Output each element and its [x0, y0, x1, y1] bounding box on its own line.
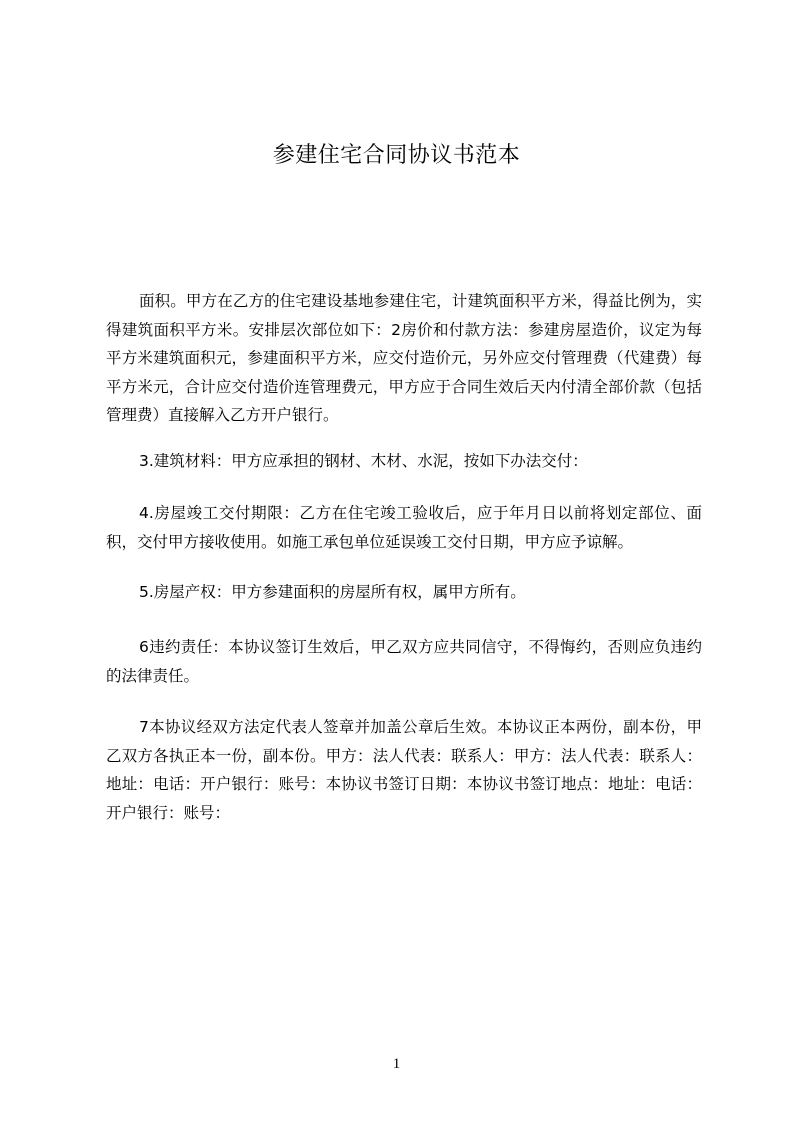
paragraph-effectiveness-and-signatures: 7本协议经双方法定代表人签章并加盖公章后生效。本协议正本两份，副本份，甲乙双方各执正本一份，副本份。甲方：法人代表：联系人：甲方：法人代表：联系人：地址：电话：开户银行：账号：本协议书签订日期：本协议书签订地点：地址：电话：开户银行：账号： — [106, 718, 702, 822]
paragraph-property-rights: 5.房屋产权：甲方参建面积的房屋所有权，属甲方所有。 — [139, 583, 526, 601]
paragraph-area-and-price: 面积。甲方在乙方的住宅建设基地参建住宅，计建筑面积平方米，得益比例为，实得建筑面积平方米。安排层次部位如下：2房价和付款方法：参建房屋造价，议定为每平方米建筑面积元，参建面积平方米，应交付造价元，另外应交付管理费（代建费）每平方米元，合计应交付造价连管理费元，甲方应于合同生效后天内付清全部价款（包括管理费）直接解入乙方开户银行。 — [106, 292, 702, 424]
paragraph-delivery-deadline: 4.房屋竣工交付期限：乙方在住宅竣工验收后，应于年月日以前将划定部位、面积，交付甲方接收使用。如施工承包单位延误竣工交付日期，甲方应予谅解。 — [106, 504, 702, 551]
page-number: 1 — [392, 1056, 401, 1072]
paragraph-building-materials: 3.建筑材料：甲方应承担的钢材、木材、水泥，按如下办法交付： — [139, 452, 588, 470]
paragraph-breach-liability: 6违约责任：本协议签订生效后，甲乙双方应共同信守，不得悔约，否则应负违约的法律责任。 — [106, 638, 702, 685]
document-title: 参建住宅合同协议书范本 — [272, 143, 521, 168]
